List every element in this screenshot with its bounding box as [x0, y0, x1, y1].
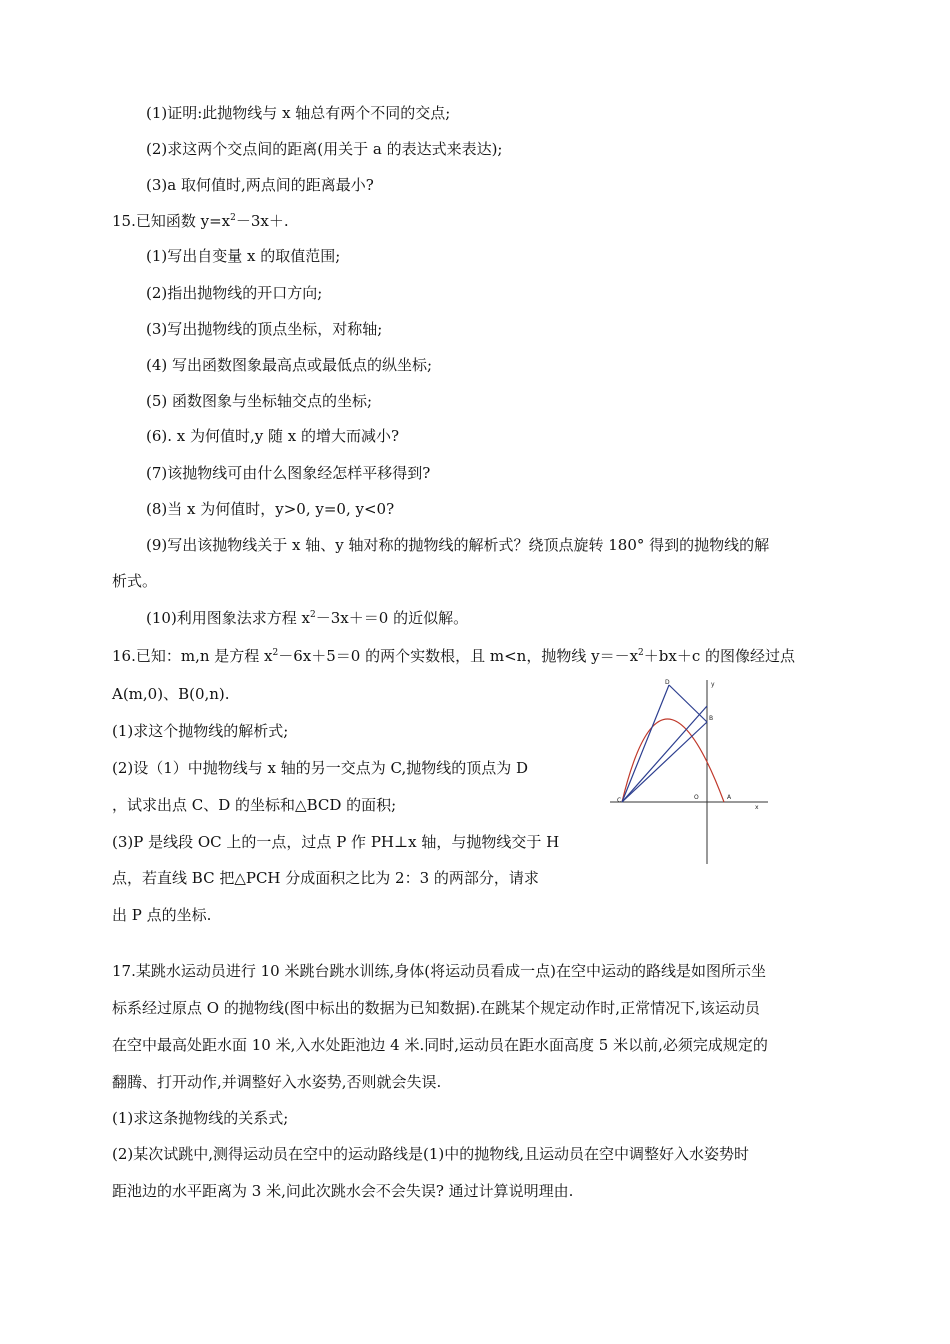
q16-part-3: (3)P 是线段 OC 上的一点，过点 P 作 PH⊥x 轴，与抛物线交于 H — [112, 833, 560, 851]
q17-stem-4: 翻腾、打开动作,并调整好入水姿势,否则就会失误. — [112, 1073, 442, 1091]
q15-part-7: (7)该抛物线可由什么图象经怎样平移得到? — [146, 464, 431, 482]
q16-stem-exponent: 2 — [272, 648, 279, 658]
q15-part-6: (6). x 为何值时,y 随 x 的增大而减小? — [146, 427, 400, 445]
q15-part-10-exponent: 2 — [310, 610, 316, 620]
q17-stem-2: 标系经过原点 O 的抛物线(图中标出的数据为已知数据).在跳某个规定动作时,正常情况下,该运动员 — [112, 999, 760, 1017]
q15-part-10-text-2: －3x＋＝0 的近似解。 — [315, 609, 469, 627]
segment-db — [669, 685, 707, 722]
label-x: x — [755, 804, 759, 811]
q15-part-9-cont: 析式。 — [112, 572, 158, 590]
q16-stem — [112, 646, 795, 666]
q16-part-2-cont: ，试求出点 C、D 的坐标和△BCD 的面积; — [112, 796, 397, 814]
q14-part-2: (2)求这两个交点间的距离(用关于 a 的表达式来表达); — [146, 140, 503, 158]
label-a: A — [727, 794, 732, 801]
q15-part-9: (9)写出该抛物线关于 x 轴、y 轴对称的抛物线的解析式？绕顶点旋转 180° 得到的抛物线的解 — [146, 536, 770, 554]
q15-part-2: (2)指出抛物线的开口方向; — [146, 284, 323, 302]
q15-part-10 — [146, 608, 468, 628]
label-c: C — [617, 797, 622, 804]
q14-part-1: (1)证明:此抛物线与 x 轴总有两个不同的交点; — [146, 104, 451, 122]
q15-part-10-text: (10)利用图象法求方程 x — [146, 609, 311, 627]
q15-part-5: (5) 函数图象与坐标轴交点的坐标; — [146, 392, 373, 410]
q15-part-1: (1)写出自变量 x 的取值范围; — [146, 247, 341, 265]
label-y: y — [711, 681, 715, 688]
q15-part-8: (8)当 x 为何值时，y>0, y=0, y<0? — [146, 500, 395, 518]
q16-stem-text-3: ＋bx＋c 的图像经过点 — [643, 647, 796, 665]
q15-stem-exponent: 2 — [230, 213, 236, 223]
q17-part-2: (2)某次试跳中,测得运动员在空中的运动路线是(1)中的抛物线,且运动员在空中调整好入水姿势时 — [112, 1145, 750, 1163]
q17-stem-3: 在空中最高处距水面 10 米,入水处距池边 4 米.同时,运动员在距水面高度 5 米以前,必须完成规定的 — [112, 1036, 768, 1054]
q16-points: A(m,0)、B(0,n). — [112, 685, 230, 703]
q16-stem-text-2: －6x＋5＝0 的两个实数根，且 m<n，抛物线 y＝－x — [278, 647, 639, 665]
q16-part-3-cont: 点，若直线 BC 把△PCH 分成面积之比为 2：3 的两部分，请求 — [112, 869, 539, 887]
segment-c-axis — [622, 706, 707, 802]
parabola-triangle-figure — [606, 676, 770, 866]
q17-stem-1: 17.某跳水运动员进行 10 米跳台跳水训练,身体(将运动员看成一点)在空中运动的路线是如图所示坐 — [112, 962, 766, 980]
q15-part-4: (4) 写出函数图象最高点或最低点的纵坐标; — [146, 356, 433, 374]
label-b: B — [709, 715, 714, 722]
q17-part-1: (1)求这条抛物线的关系式; — [112, 1109, 289, 1127]
q17-part-2-cont: 距池边的水平距离为 3 米,问此次跳水会不会失误? 通过计算说明理由. — [112, 1182, 574, 1200]
q16-stem-exponent-2: 2 — [638, 648, 644, 658]
q16-part-3-cont-2: 出 P 点的坐标. — [112, 906, 212, 924]
parabola-curve — [622, 719, 724, 802]
segment-cb — [622, 722, 707, 802]
q15-stem-text: 15.已知函数 y=x — [112, 212, 231, 230]
label-o: O — [694, 794, 699, 801]
q14-part-3: (3)a 取何值时,两点间的距离最小? — [146, 176, 374, 194]
q16-part-1: (1)求这个抛物线的解析式; — [112, 722, 289, 740]
label-d: D — [665, 679, 670, 686]
segment-cd — [622, 685, 669, 802]
q16-stem-text: 16.已知：m,n 是方程 x — [112, 647, 273, 665]
q16-part-2: (2)设（1）中抛物线与 x 轴的另一交点为 C,抛物线的顶点为 D — [112, 759, 529, 777]
q15-stem-text-2: －3x＋. — [235, 212, 289, 230]
q15-part-3: (3)写出抛物线的顶点坐标，对称轴; — [146, 320, 383, 338]
q15-stem — [112, 211, 289, 231]
